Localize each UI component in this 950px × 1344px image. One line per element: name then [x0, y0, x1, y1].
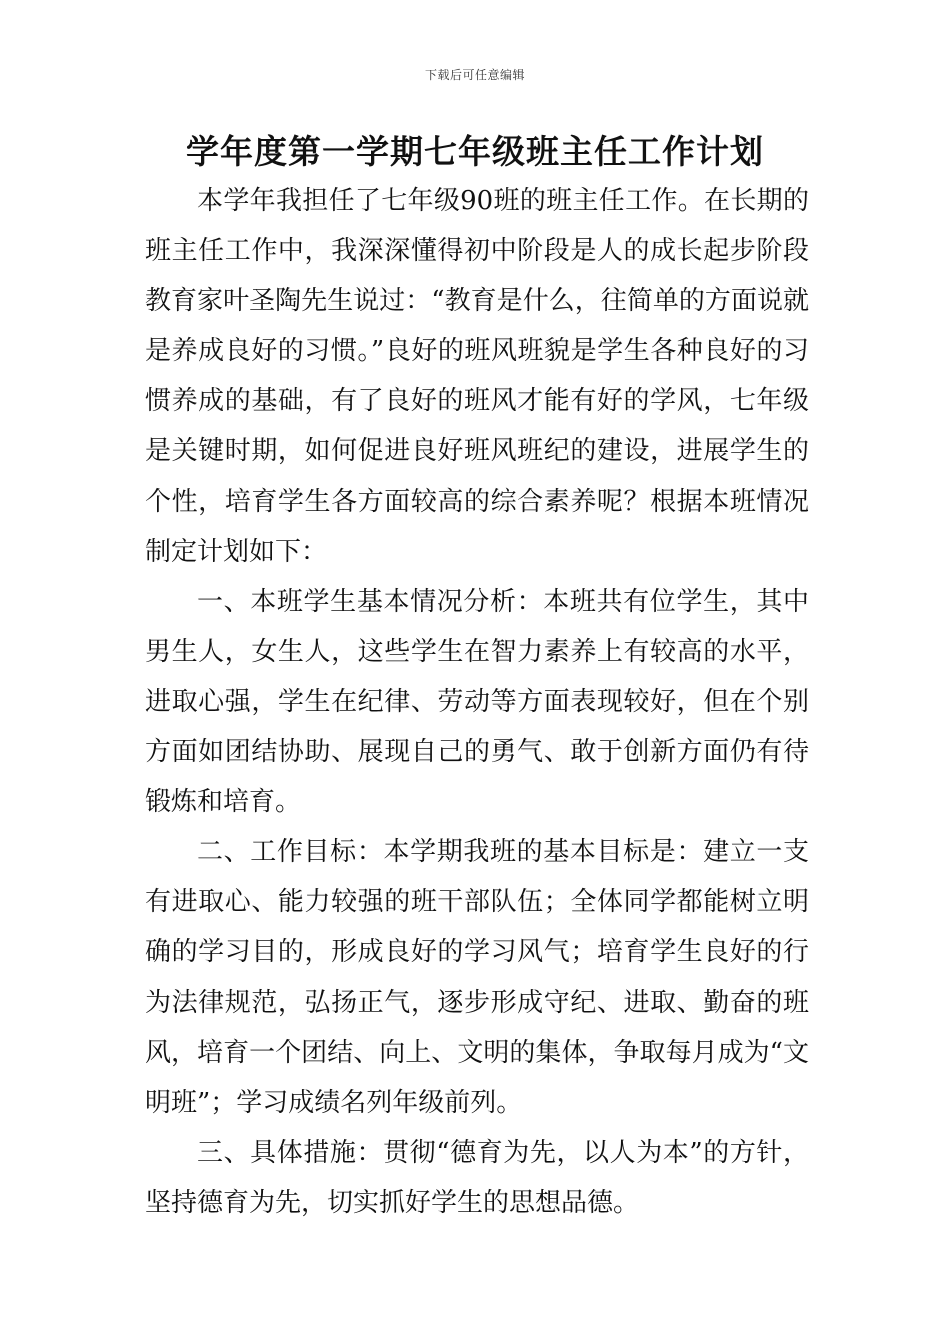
header-note: 下载后可任意编辑 — [424, 68, 525, 82]
document-title: 学年度第一学期七年级班主任工作计划 — [186, 132, 764, 171]
document-body — [145, 176, 809, 1228]
paragraph-section-2: 二、工作目标：本学期我班的基本目标是：建立一支有进取心、能力较强的班干部队伍；全体同学都能树立明确的学习目的，形成良好的学习风气；培育学生良好的行为法律规范，弘扬正气，逐步形成守纪、进取、勤奋的班风，培育一个团结、向上、文明的集体，争取每月成为“文明班”；学习成绩名列年级前列。 — [145, 837, 809, 1118]
paragraph-section-1: 一、本班学生基本情况分析：本班共有位学生，其中男生人，女生人，这些学生在智力素养上有较高的水平，进取心强，学生在纪律、劳动等方面表现较好，但在个别方面如团结协助、展现自己的勇气、敢于创新方面仍有待锻炼和培育。 — [145, 586, 809, 818]
paragraph-intro: 本学年我担任了七年级90班的班主任工作。在长期的班主任工作中，我深深懂得初中阶段是人的成长起步阶段教育家叶圣陶先生说过：“教育是什么，往简单的方面说就是养成良好的习惯。”良好的班风班貌是学生各种良好的习惯养成的基础，有了良好的班风才能有好的学风，七年级是关键时期，如何促进良好班风班纪的建设，进展学生的个性，培育学生各方面较高的综合素养呢？根据本班情况制定计划如下： — [145, 186, 809, 567]
paragraph-section-3: 三、具体措施：贯彻“德育为先，以人为本”的方针，坚持德育为先，切实抓好学生的思想品德。 — [145, 1137, 809, 1218]
